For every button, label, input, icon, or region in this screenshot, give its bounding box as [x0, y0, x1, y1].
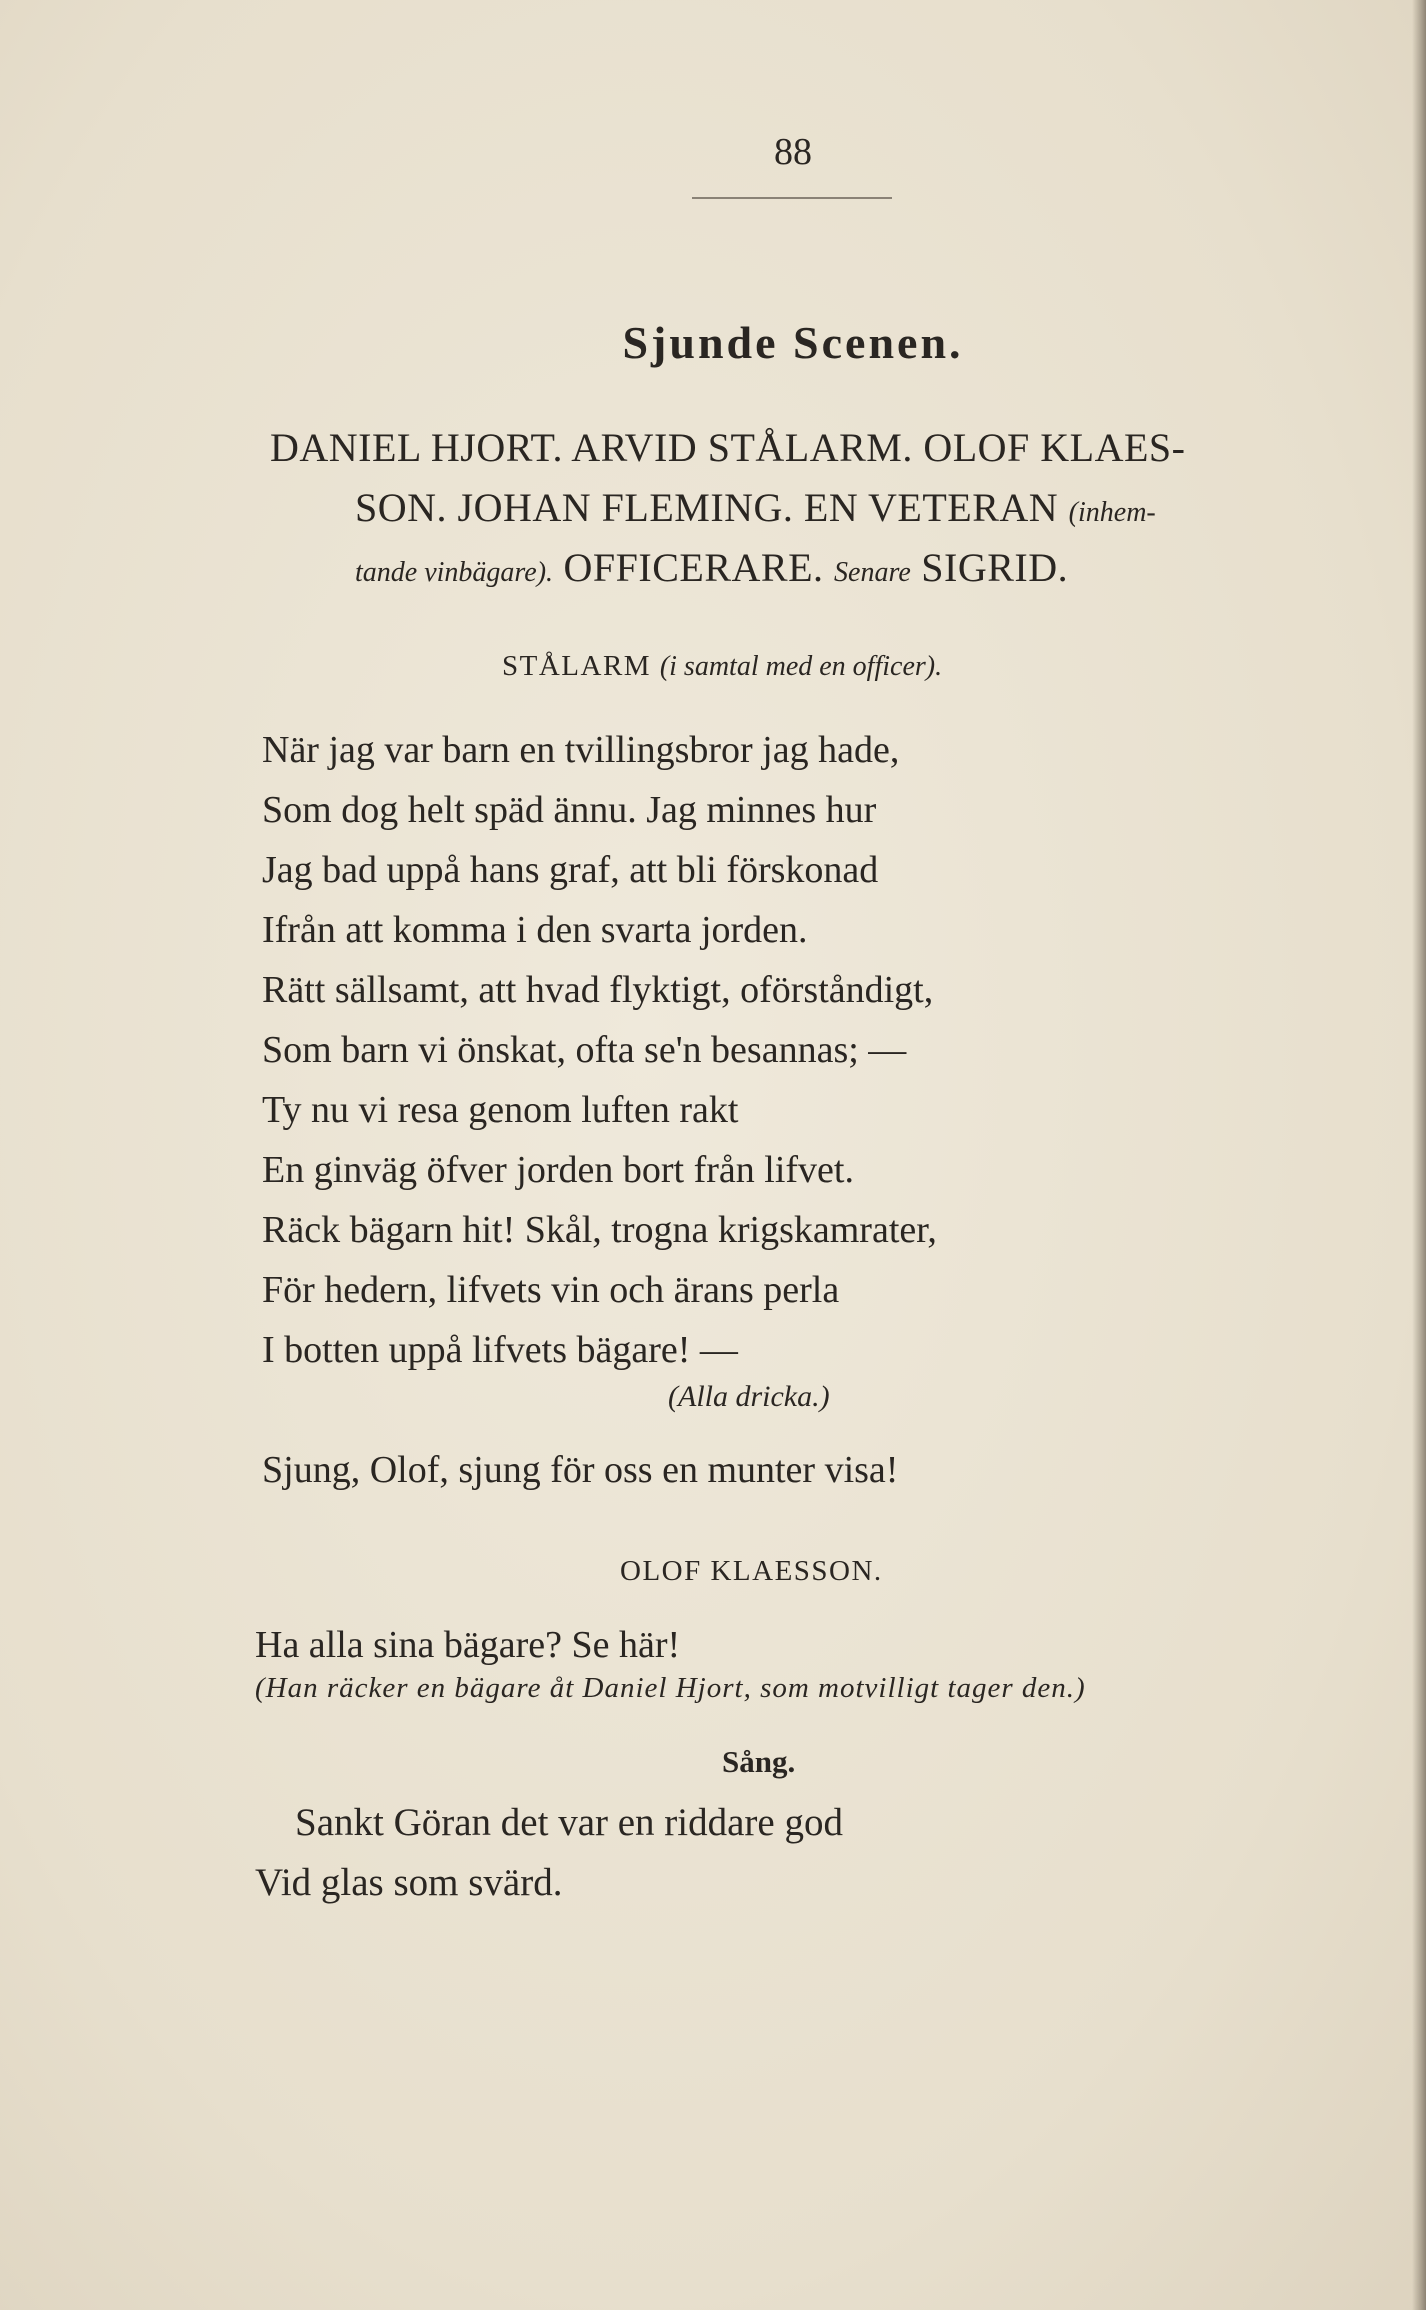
page-number: 88 — [774, 131, 812, 173]
verse-line: Som barn vi önskat, ofta se'n besannas; — — [262, 1029, 907, 1071]
header-rule — [692, 197, 892, 199]
cast-line-2-text: SON. JOHAN FLEMING. EN VETERAN — [355, 485, 1069, 530]
cast-line-3 — [355, 544, 1068, 591]
verse-line: Räck bägarn hit! Skål, trogna krigskamrater, — [262, 1209, 937, 1251]
verse-line: Jag bad uppå hans graf, att bli förskonad — [262, 849, 879, 891]
cast-line-2-note: (inhem- — [1068, 497, 1156, 528]
speaker-stalarm-name: STÅLARM — [502, 650, 660, 682]
cast-line-3-note: tande vinbägare). — [355, 557, 554, 588]
cast-line-1-text: DANIEL HJORT. ARVID STÅLARM. OLOF KLAES- — [270, 425, 1186, 470]
cast-line-3-text: OFFICERARE. — [553, 545, 835, 590]
verse-block-1 — [262, 720, 937, 1380]
scene-title: Sjunde Scenen. — [622, 317, 964, 368]
cast-line-3-note2: Senare — [834, 557, 911, 588]
verse-line: Ifrån att komma i den svarta jorden. — [262, 909, 808, 951]
verse-line: När jag var barn en tvillingsbror jag hade, — [262, 729, 900, 771]
song-line-1: Sankt Göran det var en riddare god — [295, 1801, 843, 1844]
cast-line-3-text2: SIGRID. — [910, 545, 1069, 590]
stage-direction-han-racker: (Han räcker en bägare åt Daniel Hjort, som motvilligt tager den.) — [255, 1672, 1086, 1704]
verse-line: Rätt sällsamt, att hvad flyktigt, oförståndigt, — [262, 969, 934, 1011]
verse-line: Ty nu vi resa genom luften rakt — [262, 1089, 739, 1131]
verse-line-sjung: Sjung, Olof, sjung för oss en munter visa! — [262, 1449, 899, 1491]
song-line-2: Vid glas som svärd. — [255, 1861, 563, 1904]
verse-line: För hedern, lifvets vin och ärans perla — [262, 1269, 840, 1311]
song-heading: Sång. — [722, 1744, 796, 1779]
speaker-olof: OLOF KLAESSON. — [620, 1555, 883, 1587]
cast-line-2 — [355, 484, 1156, 531]
speaker-stalarm — [502, 650, 942, 683]
verse-line: Som dog helt späd ännu. Jag minnes hur — [262, 789, 877, 831]
stage-direction-alla-dricka: (Alla dricka.) — [668, 1380, 830, 1413]
verse-line-olof: Ha alla sina bägare? Se här! — [255, 1624, 681, 1666]
cast-line-1 — [270, 424, 1186, 471]
speaker-stalarm-direction: (i samtal med en officer). — [659, 651, 943, 682]
verse-line: En ginväg öfver jorden bort från lifvet. — [262, 1149, 854, 1191]
verse-line: I botten uppå lifvets bägare! — — [262, 1329, 738, 1371]
